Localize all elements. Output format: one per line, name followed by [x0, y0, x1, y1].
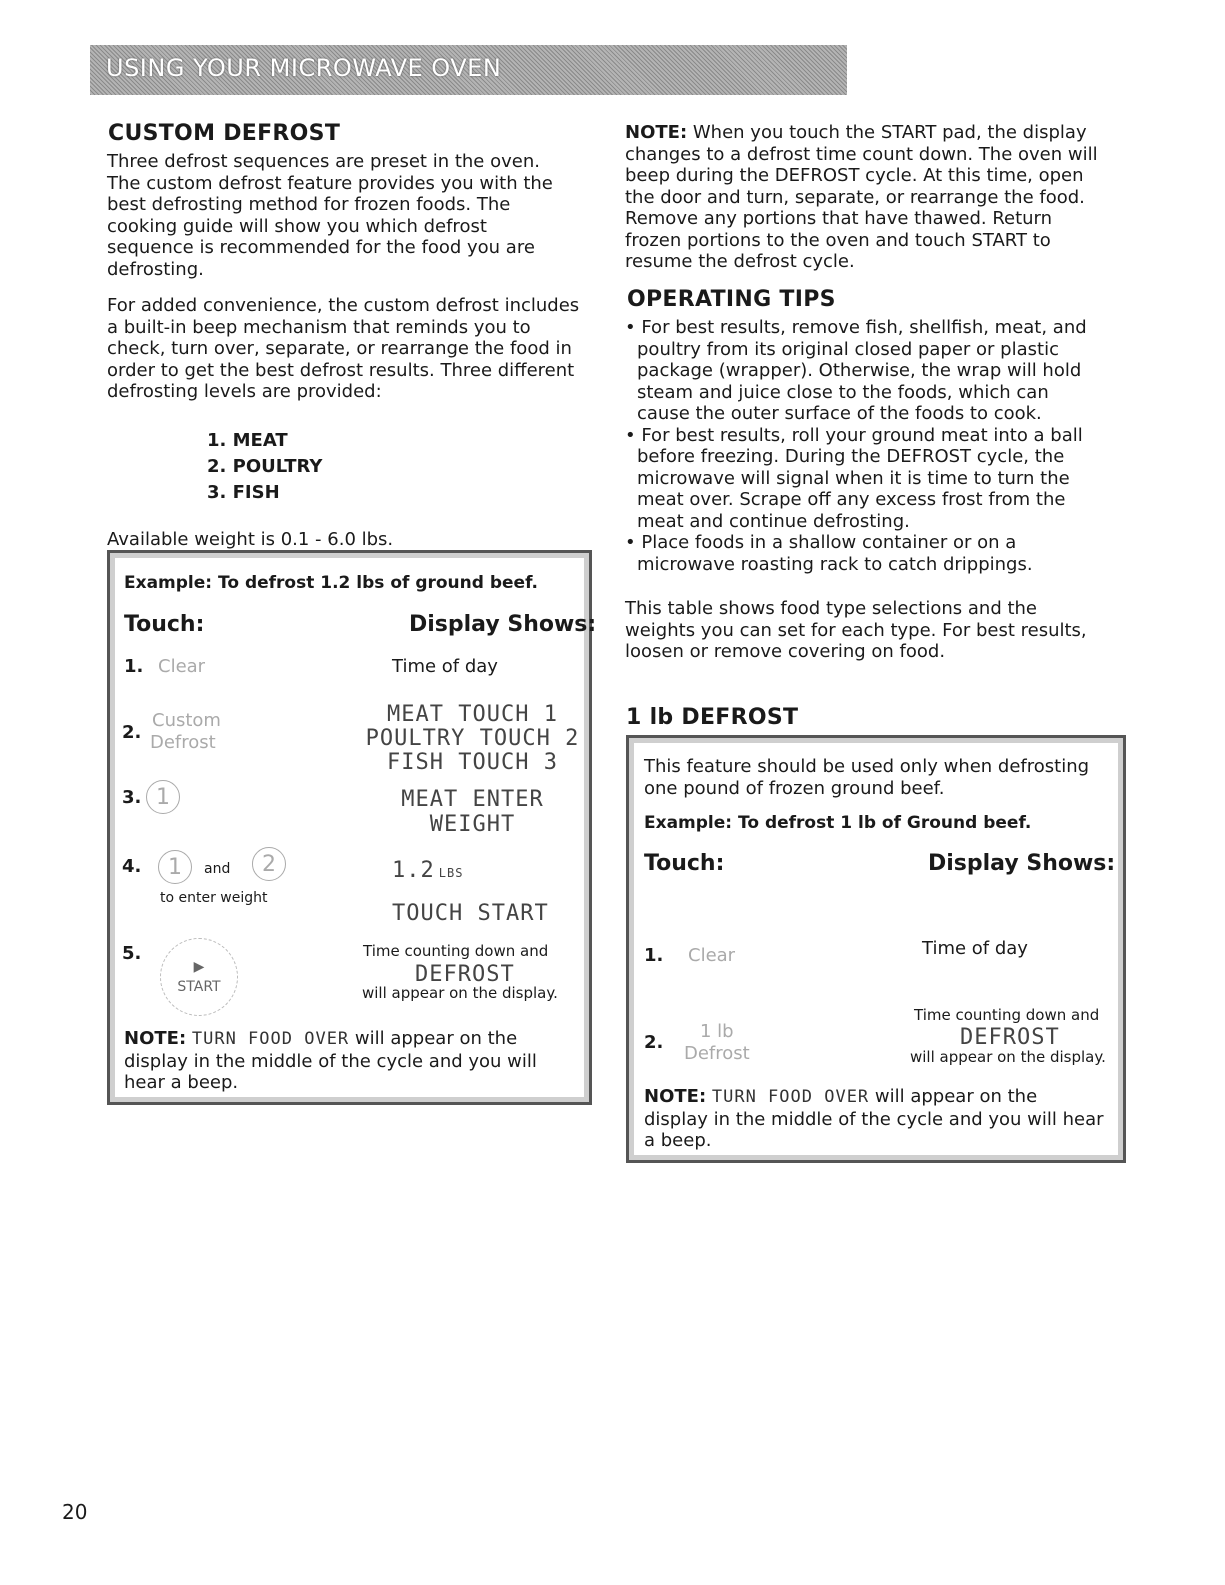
touch-header: Touch: — [124, 612, 205, 637]
button-label: 1 lb — [700, 1021, 734, 1042]
level-poultry: 2. POULTRY — [207, 456, 323, 477]
one-lb-intro: This feature should be used only when defrosting one pound of frozen ground beef. — [644, 756, 1090, 799]
display-time-of-day: Time of day — [392, 656, 498, 677]
display-time-of-day: Time of day — [922, 938, 1028, 959]
step-number: 4. — [122, 856, 142, 877]
note-text: will appear on the — [354, 1028, 518, 1049]
lcd-weight-value: 1.2 — [392, 858, 435, 883]
lcd-defrost: DEFROST — [960, 1025, 1060, 1050]
tip-text: For best results, roll your ground meat into a ball before freezing. During the DEFROST cycle, the microwave will signal when it is time to turn the meat over. Scrape off any excess frost from the meat and continue defrosting. — [637, 424, 1083, 532]
lcd-line: MEAT TOUCH 1 — [387, 702, 558, 727]
note-label: NOTE: — [625, 122, 688, 143]
countdown-caption: Time counting down and — [363, 942, 549, 960]
tip-item: • For best results, roll your ground meat into a ball before freezing. During the DEFROST cycle, the microwave will signal when it is time to turn the meat over. Scrape off any excess frost from the meat and continue defrosting. — [625, 424, 1083, 532]
step-number: 2. — [122, 722, 142, 743]
page-number: 20 — [62, 1500, 88, 1524]
enter-weight-caption: to enter weight — [160, 890, 268, 906]
touch-header: Touch: — [644, 851, 725, 876]
example-note — [124, 1028, 569, 1094]
level-fish: 3. FISH — [207, 482, 280, 503]
banner-title: USING YOUR MICROWAVE OVEN — [106, 54, 502, 82]
note-label: NOTE: — [124, 1028, 187, 1049]
lcd-touch-start: TOUCH START — [392, 901, 549, 926]
play-icon: ▶ — [193, 959, 205, 975]
example-title: Example: To defrost 1.2 lbs of ground beef. — [124, 573, 539, 593]
step-number: 1. — [124, 656, 144, 677]
tip-item: • For best results, remove fish, shellfish, meat, and poultry from its original closed paper or plastic package (wrapper). Otherwise, the wrap will hold steam and juice close to the foods, which can cause the outer surface of the foods to cook. — [625, 317, 1087, 424]
defrost-levels-list — [207, 428, 322, 506]
note-text: When you touch the START pad, the display changes to a defrost time count down. The oven will beep during the DEFROST cycle. At this time, open the door and turn, separate, or rearrange the food. Remove any portions that have thawed. Return frozen portions to the oven and touch START to resume the defrost cycle. — [625, 122, 1098, 272]
appear-caption: will appear on the display. — [910, 1048, 1106, 1066]
step-number: 3. — [122, 787, 142, 808]
one-lb-defrost-heading: 1 lb DEFROST — [626, 705, 799, 730]
number-2-button[interactable]: 2 — [252, 847, 286, 881]
start-note — [625, 122, 1112, 273]
step-number: 2. — [644, 1032, 664, 1053]
step-number: 1. — [644, 945, 664, 966]
lcd-line: POULTRY TOUCH 2 — [365, 726, 580, 751]
custom-defrost-para1: Three defrost sequences are preset in the oven. The custom defrost feature provides you with the best defrosting method for frozen foods. The cooking guide will show you which defrost sequence is recommended for the food you are defrosting. — [107, 151, 553, 280]
note-text: display in the middle of the cycle and you will hear a beep. — [644, 1108, 1104, 1151]
custom-defrost-button[interactable] — [150, 710, 221, 754]
tip-item: • Place foods in a shallow container or on a microwave roasting rack to catch drippings. — [625, 532, 1033, 575]
available-weight: Available weight is 0.1 - 6.0 lbs. — [107, 529, 394, 550]
note-text: display in the middle of the cycle and you will hear a beep. — [124, 1050, 537, 1093]
lcd-line: FISH TOUCH 3 — [387, 750, 558, 775]
button-label: Defrost — [150, 732, 216, 753]
one-lb-defrost-button[interactable] — [684, 1021, 750, 1065]
lcd-defrost: DEFROST — [415, 962, 515, 987]
note-text: will appear on the — [874, 1086, 1038, 1107]
operating-tips-heading: OPERATING TIPS — [627, 287, 836, 312]
number-1-button[interactable]: 1 — [146, 780, 180, 814]
tip-text: Place foods in a shallow container or on a microwave roasting rack to catch drippings. — [637, 532, 1033, 575]
display-header: Display Shows: — [409, 612, 597, 637]
note-label: NOTE: — [644, 1086, 707, 1107]
lcd-turn-food-over: TURN FOOD OVER — [711, 1087, 870, 1107]
lcd-weight-unit: LBS — [438, 866, 464, 880]
table-note: This table shows food type selections and the weights you can set for each type. For best results, loosen or remove covering on food. — [625, 598, 1087, 662]
number-1-button[interactable]: 1 — [158, 850, 192, 884]
button-label: Defrost — [684, 1043, 750, 1064]
level-meat: 1. MEAT — [207, 430, 288, 451]
start-label: START — [177, 979, 221, 995]
custom-defrost-heading: CUSTOM DEFROST — [108, 121, 341, 146]
and-label: and — [204, 861, 231, 877]
section-banner — [90, 45, 847, 95]
appear-caption: will appear on the display. — [362, 984, 558, 1002]
start-button[interactable] — [160, 938, 238, 1016]
display-header: Display Shows: — [928, 851, 1116, 876]
lcd-meat-enter-weight: MEAT ENTER WEIGHT — [401, 787, 544, 837]
clear-button[interactable]: Clear — [688, 945, 736, 966]
one-lb-example-title: Example: To defrost 1 lb of Ground beef. — [644, 813, 1032, 833]
lcd-display-menu — [365, 703, 580, 775]
step-number: 5. — [122, 943, 142, 964]
clear-button[interactable]: Clear — [158, 656, 206, 677]
button-label: Custom — [152, 710, 221, 731]
custom-defrost-para2: For added convenience, the custom defrost includes a built-in beep mechanism that reminds you to check, turn over, separate, or rearrange the food in order to get the best defrost results. Three different defrosting levels are provided: — [107, 295, 580, 402]
countdown-caption: Time counting down and — [914, 1006, 1100, 1024]
operating-tips-list — [625, 317, 1105, 575]
lcd-weight — [392, 858, 463, 883]
one-lb-note — [644, 1086, 1104, 1152]
lcd-turn-food-over: TURN FOOD OVER — [191, 1029, 350, 1049]
tip-text: For best results, remove fish, shellfish, meat, and poultry from its original closed paper or plastic package (wrapper). Otherwise, the wrap will hold steam and juice close to the foods, which can cause the outer surface of the foods to cook. — [637, 317, 1087, 424]
